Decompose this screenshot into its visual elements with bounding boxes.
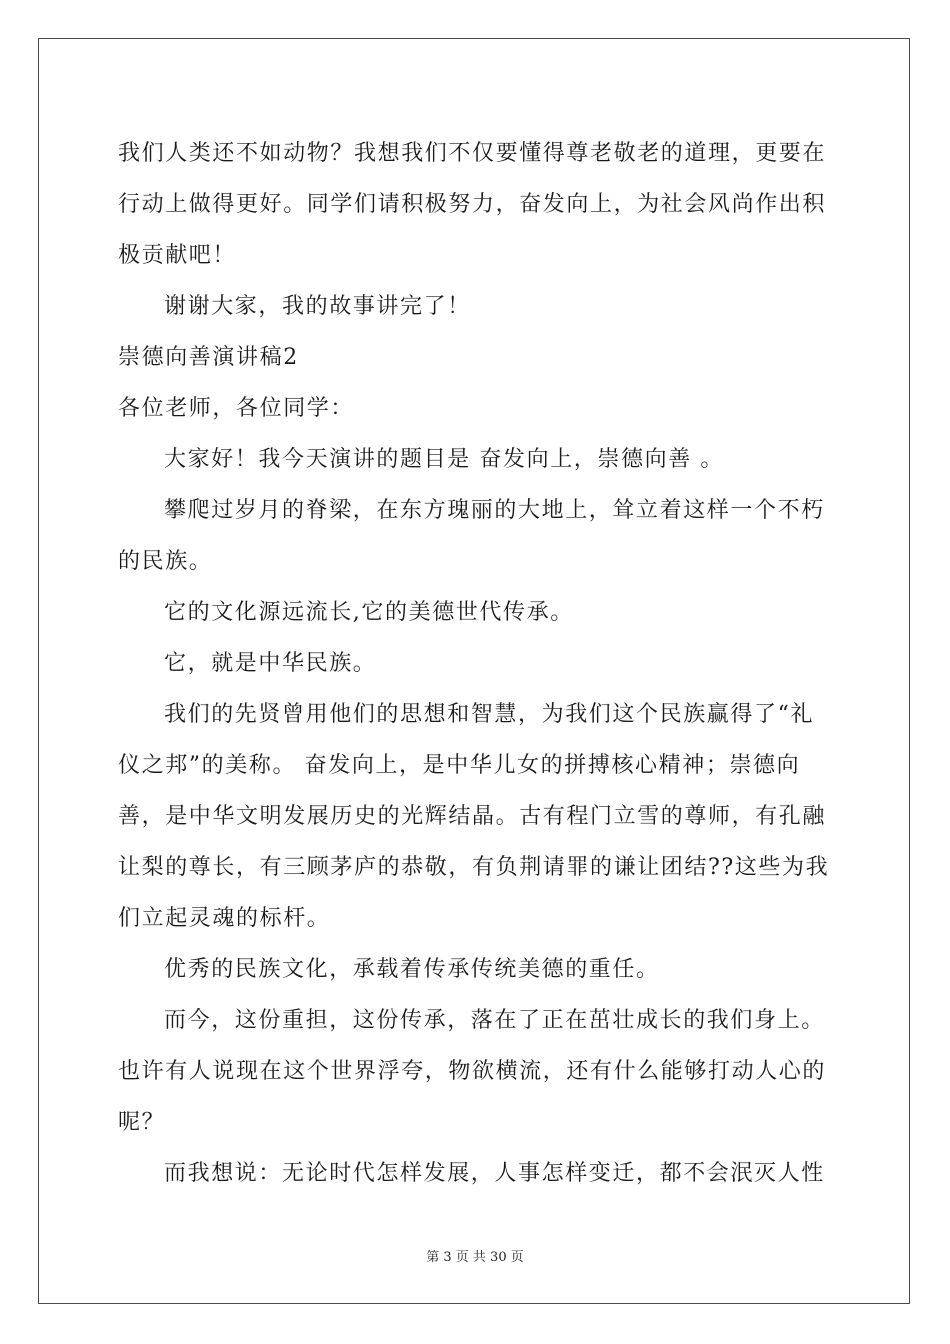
- text-line: 各位老师，各位同学：: [118, 396, 355, 421]
- text-line: 呢？: [118, 1110, 166, 1135]
- text-line: 我们的先贤曾用他们的思想和智慧，为我们这个民族赢得了“礼: [164, 702, 815, 727]
- text-line: 而今，这份重担，这份传承，落在了正在茁壮成长的我们身上。: [164, 1008, 825, 1033]
- text-line: 而我想说：无论时代怎样发展，人事怎样变迁，都不会泯灭人性: [164, 1161, 825, 1186]
- text-line: 它的文化源远流长,它的美德世代传承。: [164, 600, 574, 625]
- text-line: 的民族。: [118, 549, 213, 574]
- text-line: 谢谢大家，我的故事讲完了！: [164, 294, 471, 319]
- text-line: 崇德向善演讲稿2: [118, 345, 299, 370]
- page-number-footer: 第 3 页 共 30 页: [426, 1250, 524, 1265]
- text-line: 让梨的尊长，有三顾茅庐的恭敬，有负荆请罪的谦让团结??这些为我: [118, 855, 830, 880]
- text-line: 行动上做得更好。同学们请积极努力，奋发向上，为社会风尚作出积: [118, 192, 827, 217]
- text-line: 极贡献吧！: [118, 243, 237, 268]
- text-line: 也许有人说现在这个世界浮夸，物欲横流，还有什么能够打动人心的: [118, 1059, 827, 1084]
- document-body: [118, 128, 834, 1199]
- text-line: 大家好！我今天演讲的题目是 奋发向上，崇德向善 。: [164, 447, 724, 472]
- text-line: 优秀的民族文化，承载着传承传统美德的重任。: [164, 957, 660, 982]
- text-line: 们立起灵魂的标杆。: [118, 906, 331, 931]
- text-line: 善，是中华文明发展历史的光辉结晶。古有程门立雪的尊师，有孔融: [118, 804, 827, 829]
- text-line: 仪之邦”的美称。 奋发向上，是中华儿女的拼搏核心精神；崇德向: [118, 753, 801, 778]
- text-line: 攀爬过岁月的脊梁，在东方瑰丽的大地上，耸立着这样一个不朽: [164, 498, 825, 523]
- text-line: 它，就是中华民族。: [164, 651, 377, 676]
- text-line: 我们人类还不如动物？我想我们不仅要懂得尊老敬老的道理，更要在: [118, 141, 827, 166]
